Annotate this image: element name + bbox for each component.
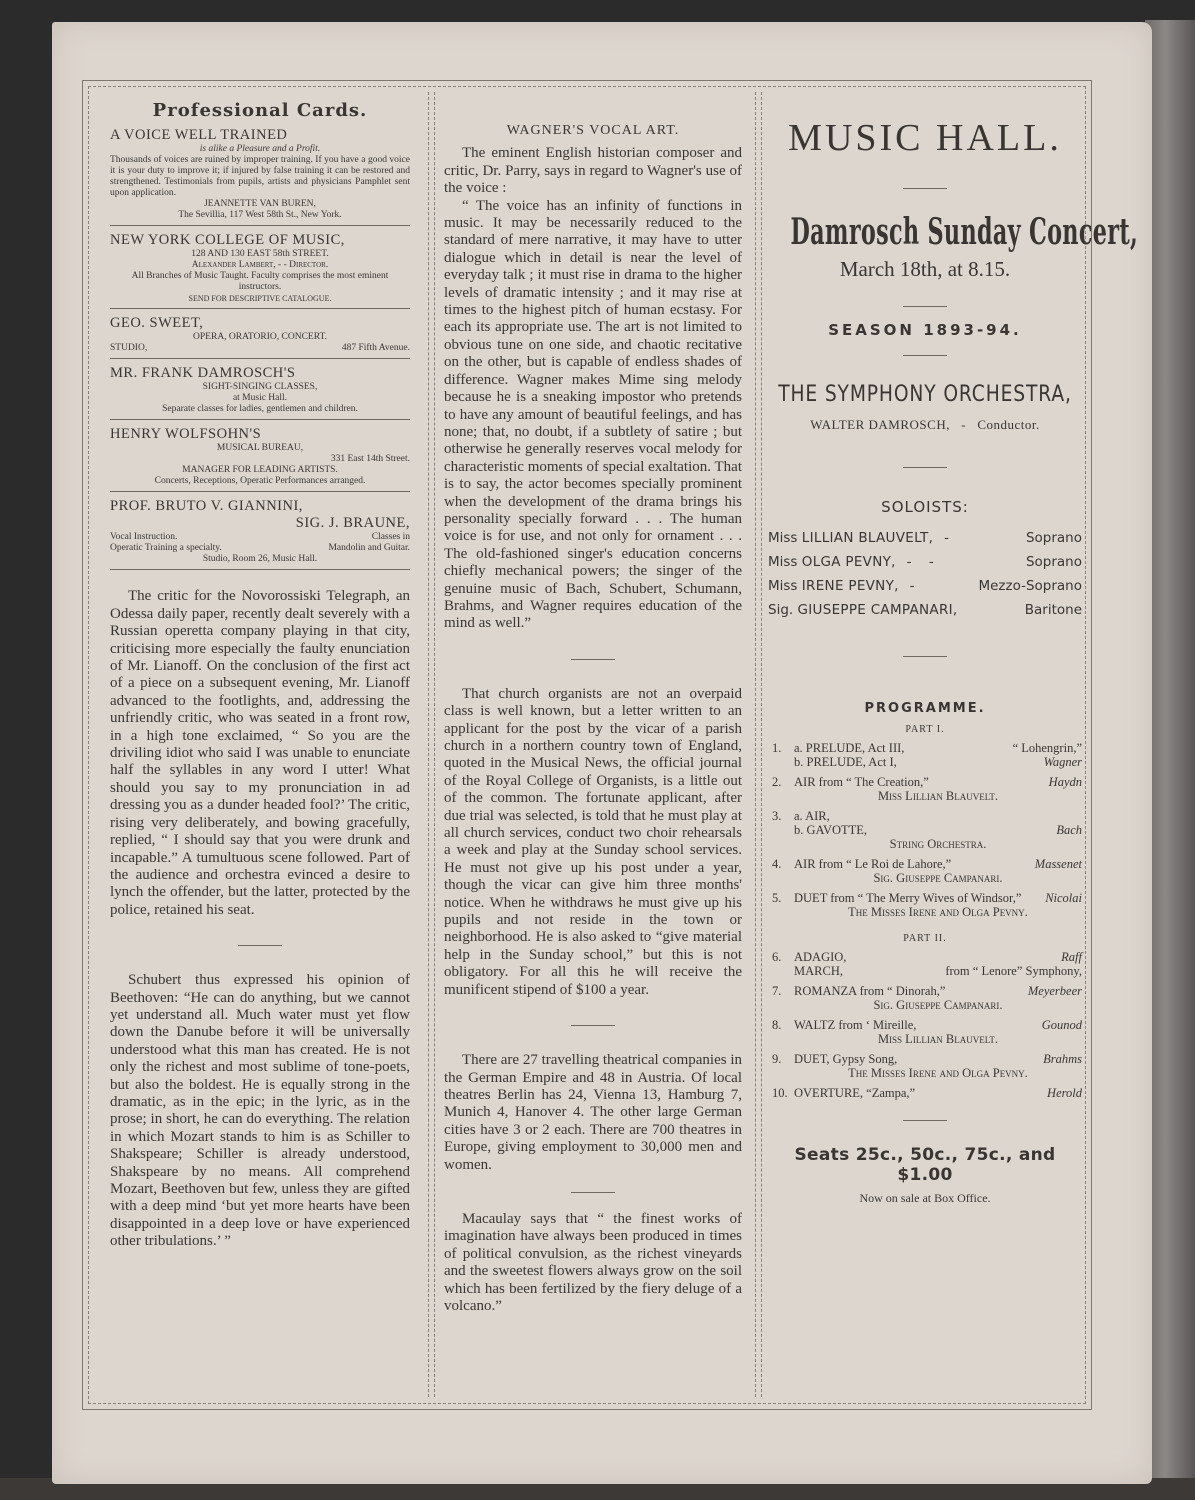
conductor-name: WALTER DAMROSCH, xyxy=(810,417,950,432)
orchestra: THE SYMPHONY ORCHESTRA, xyxy=(778,382,1072,407)
article-novorossiski: The critic for the Novorossiski Telegraph, an Odessa daily paper, recently dealt severely with a Russian operetta company playing in that city, criticising more especially the faulty enunciation of Mr. Lianoff. On the conclusion of the first act of a piece on a subsequent evening, Mr. Lianoff advanced to the footlights, and, addressing the unfriendly critic, who was seated in a front row, in a high tone exclaimed, “ So you are the driviling idiot who said I was unable to enunciate half the syllables in any word I utter! What should you say to my pronunciation in ad dressing you as a dunder headed fool?’ The critic, rising very deliberately, and bowing gracefully, replied, “ I should say that you were drunk and incapable.” A tumultuous scene followed. Part of the audience and orchestra evinced a desire to lynch the offender, but the latter, protected by the police, retained his seat. xyxy=(110,588,410,918)
card-giannini xyxy=(110,496,410,570)
card-line: 128 AND 130 EAST 58th STREET. xyxy=(191,249,329,260)
card-name: SIG. J. BRAUNE, xyxy=(295,515,410,532)
divider xyxy=(903,188,947,189)
card-name: HENRY WOLFSOHN'S xyxy=(110,426,262,443)
programme-item: 1. a. PRELUDE, Act III, “ Lohengrin,” b. PRELUDE, Act I, Wagner xyxy=(772,741,1082,769)
card-line: at Music Hall. xyxy=(232,393,288,404)
card-line: STUDIO, xyxy=(110,343,148,354)
card-name: PROF. BRUTO V. GIANNINI, xyxy=(110,498,303,515)
card-line: 487 Fifth Avenue. xyxy=(341,343,410,354)
divider xyxy=(238,945,282,946)
divider xyxy=(903,467,947,468)
card-line: Separate classes for ladies, gentlemen and children. xyxy=(162,404,358,415)
divider xyxy=(903,306,947,307)
programme-item: 2. AIR from “ The Creation,” Haydn Miss Lillian Blauvelt. xyxy=(772,775,1082,803)
sale-note: Now on sale at Box Office. xyxy=(859,1191,991,1205)
wagner-title: WAGNER'S VOCAL ART. xyxy=(506,123,680,138)
programme-item: 7. ROMANZA from “ Dinorah,” Meyerbeer Sig. Giuseppe Campanari. xyxy=(772,984,1082,1012)
soloists-list xyxy=(768,526,1082,622)
part-two: PART II. xyxy=(903,933,947,944)
card-name: A VOICE WELL TRAINED xyxy=(110,127,288,144)
venue-title: MUSIC HALL. xyxy=(788,117,1062,159)
card-line: is alike a Pleasure and a Profit. xyxy=(199,144,321,155)
seat-prices: Seats 25c., 50c., 75c., and $1.00 xyxy=(794,1145,1056,1185)
conductor: WALTER DAMROSCH, - Conductor. xyxy=(810,417,1040,432)
divider xyxy=(571,659,615,660)
card-damrosch xyxy=(110,363,410,420)
card-name: GEO. SWEET, xyxy=(110,315,204,332)
soloists-title: SOLOISTS: xyxy=(881,498,969,516)
card-line: Alexander Lambert, - - Director. xyxy=(191,260,329,271)
soloist-row: Miss LILLIAN BLAUVELT, - Soprano xyxy=(768,530,1082,546)
concert-date: March 18th, at 8.15. xyxy=(839,257,1011,281)
card-line: Studio, Room 26, Music Hall. xyxy=(202,554,318,565)
column-divider-1b xyxy=(434,92,435,1397)
column-divider-2 xyxy=(755,92,756,1397)
soloist-row: Sig. GIUSEPPE CAMPANARI, Baritone xyxy=(768,602,1082,618)
season: SEASON 1893-94. xyxy=(828,321,1022,339)
card-line: The Sevillia, 117 West 58th St., New York. xyxy=(178,210,342,221)
wagner-quote: “ The voice has an infinity of functions in music. It may be necessarily reduced to the standard of mere narrative, it may have to utter dialogue which in detail is near the level of everyday talk ; it must rise in drama to the higher levels of dramatic intensity ; and it may rise at times to the highest pitch of human ecstasy. For each its appropriate use. The art is not limited to obvious tune on one side, and chaotic recitative on the other, but is capable of endless shades of difference. Wagner makes Mime sing melody because he is a sneaking impostor who pretends to have any amount of beautiful feelings, and has none; that, no doubt, if a subtlety of satire ; but otherwise he generally reserves vocal melody for characteristic moments of special exaltation. That is to say, the actor becomes specially prominent when the development of the drama brings his personality specially forward . . . The human voice is for use, and not only for ornament . . . The old-fashioned singer's education concerns chiefly mechanical powers; the singer of the genuine music of Bach, Schubert, Schumann, Brahms, and Wagner requires education of the mind as well.” xyxy=(444,197,742,632)
card-college xyxy=(110,230,410,309)
divider xyxy=(571,1025,615,1026)
programme-title: PROGRAMME. xyxy=(864,701,986,716)
column-divider-2b xyxy=(761,92,762,1397)
card-name: MR. FRANK DAMROSCH'S xyxy=(110,365,296,382)
divider xyxy=(903,1120,947,1121)
card-wolfsohn xyxy=(110,424,410,492)
card-line: MUSICAL BUREAU, xyxy=(216,443,304,454)
card-line: Operatic Training a specialty. xyxy=(110,543,222,554)
middle-column xyxy=(444,122,742,1315)
card-sweet xyxy=(110,313,410,359)
card-line: Mandolin and Guitar. xyxy=(328,543,410,554)
wagner-intro: The eminent English historian composer and critic, Dr. Parry, says in regard to Wagner's use of the voice : xyxy=(444,145,742,197)
card-line: Thousands of voices are ruined by improper training. If you have a good voice it is your duty to improve it; if injured by false training it can be restored and strengthened. Testimonials from pupils, artists and physicians Pamphlet sent upon application. xyxy=(110,155,410,199)
article-organists: That church organists are not an overpaid class is well known, but a letter written to an applicant for the post by the vicar of a parish church in a northern country town of England, quoted in the Musical News, the official journal of the Royal College of Organists, is a little out of the common. The fortunate applicant, after due trial was selected, is told that he must play at all church services, conduct two choir rehearsals a week and play at the Sunday school services. He must not give up his post under a year, though the vicar can give him three months' notice. When he withdraws he must give up his pupils and not reside in the town or neighborhood. He is also asked to “give material help in the Sunday school,” but this is not obligatory. For all this he will receive the munificent stipend of $100 a year. xyxy=(444,685,742,998)
card-line: All Branches of Music Taught. Faculty comprises the most eminent instructors. xyxy=(131,271,389,293)
concert-column xyxy=(768,108,1139,1206)
card-line: OPERA, ORATORIO, CONCERT. xyxy=(193,332,327,343)
page-edge xyxy=(1145,20,1195,1500)
programme-item: 3. a. AIR, b. GAVOTTE, Bach String Orchestra. xyxy=(772,809,1082,851)
card-line: MANAGER FOR LEADING ARTISTS. xyxy=(182,465,338,476)
card-line: Vocal Instruction. xyxy=(110,532,178,543)
card-voice xyxy=(110,125,410,226)
programme-item: 5. DUET from “ The Merry Wives of Windsor,” Nicolai The Misses Irene and Olga Pevny. xyxy=(772,891,1082,919)
card-line: JEANNETTE VAN BUREN, xyxy=(204,199,316,210)
article-schubert: Schubert thus expressed his opinion of Beethoven: “He can do anything, but we cannot yet understand all. Much water must yet flow down the Danube before it will be universally understood what this man has created. He is not only the richest and most sublime of tone-poets, but also the boldest. He is equally strong in the dramatic, as in the epic; in the lyric, as in the prose; in short, he can do everything. The relation in which Mozart stands to him is as Schiller to Shakspeare; Schiller is already understood, Shakspeare by no means. All comprehend Mozart, Beethoven but few, unless they are gifted with a deep mind ‘but yet more hearts have been disappointed in a deep love or have experienced other tribulations.’ ” xyxy=(110,972,410,1250)
concert-title: Damrosch Sunday Concert, xyxy=(790,211,1139,253)
programme-item: 10. OVERTURE, “Zampa,” Herold xyxy=(772,1086,1082,1100)
soloist-row: Miss OLGA PEVNY, - - Soprano xyxy=(768,554,1082,570)
divider xyxy=(571,1192,615,1193)
soloist-row: Miss IRENE PEVNY, - Mezzo-Soprano xyxy=(768,578,1082,594)
column-divider-1 xyxy=(428,92,429,1397)
programme-item: 4. AIR from “ Le Roi de Lahore,” Massenet Sig. Giuseppe Campanari. xyxy=(772,857,1082,885)
part-one: PART I. xyxy=(905,724,945,735)
divider xyxy=(903,355,947,356)
card-line: Classes in xyxy=(371,532,410,543)
conductor-role: Conductor. xyxy=(977,417,1040,432)
programme-item: 6. ADAGIO, Raff MARCH, from “ Lenore” Symphony, xyxy=(772,950,1082,978)
article-theatres: There are 27 travelling theatrical companies in the German Empire and 48 in Austria. Of local theatres Berlin has 24, Vienna 13, Hamburg 7, Munich 4, Hanover 4. The other large German cities have 3 or 2 each. There are 700 theatres in Europe, giving employment to 30,000 men and women. xyxy=(444,1052,742,1173)
cards-title: Professional Cards. xyxy=(152,100,368,121)
card-line: Concerts, Receptions, Operatic Performances arranged. xyxy=(154,476,366,487)
programme-item: 9. DUET, Gypsy Song, Brahms The Misses Irene and Olga Pevny. xyxy=(772,1052,1082,1080)
card-line: SEND FOR DESCRIPTIVE CATALOGUE. xyxy=(188,294,332,304)
card-name: NEW YORK COLLEGE OF MUSIC, xyxy=(110,232,345,249)
programme-item: 8. WALTZ from ‘ Mireille, Gounod Miss Lillian Blauvelt. xyxy=(772,1018,1082,1046)
divider xyxy=(903,656,947,657)
card-line: 331 East 14th Street. xyxy=(330,454,410,465)
article-macaulay: Macaulay says that “ the finest works of imagination have always been produced in times of political convulsion, as the richest vineyards and the sweetest flowers always grow on the soil which has been fertilized by the fiery deluge of a volcano.” xyxy=(444,1210,742,1314)
left-column xyxy=(110,100,410,1251)
card-line: SIGHT-SINGING CLASSES, xyxy=(202,382,318,393)
